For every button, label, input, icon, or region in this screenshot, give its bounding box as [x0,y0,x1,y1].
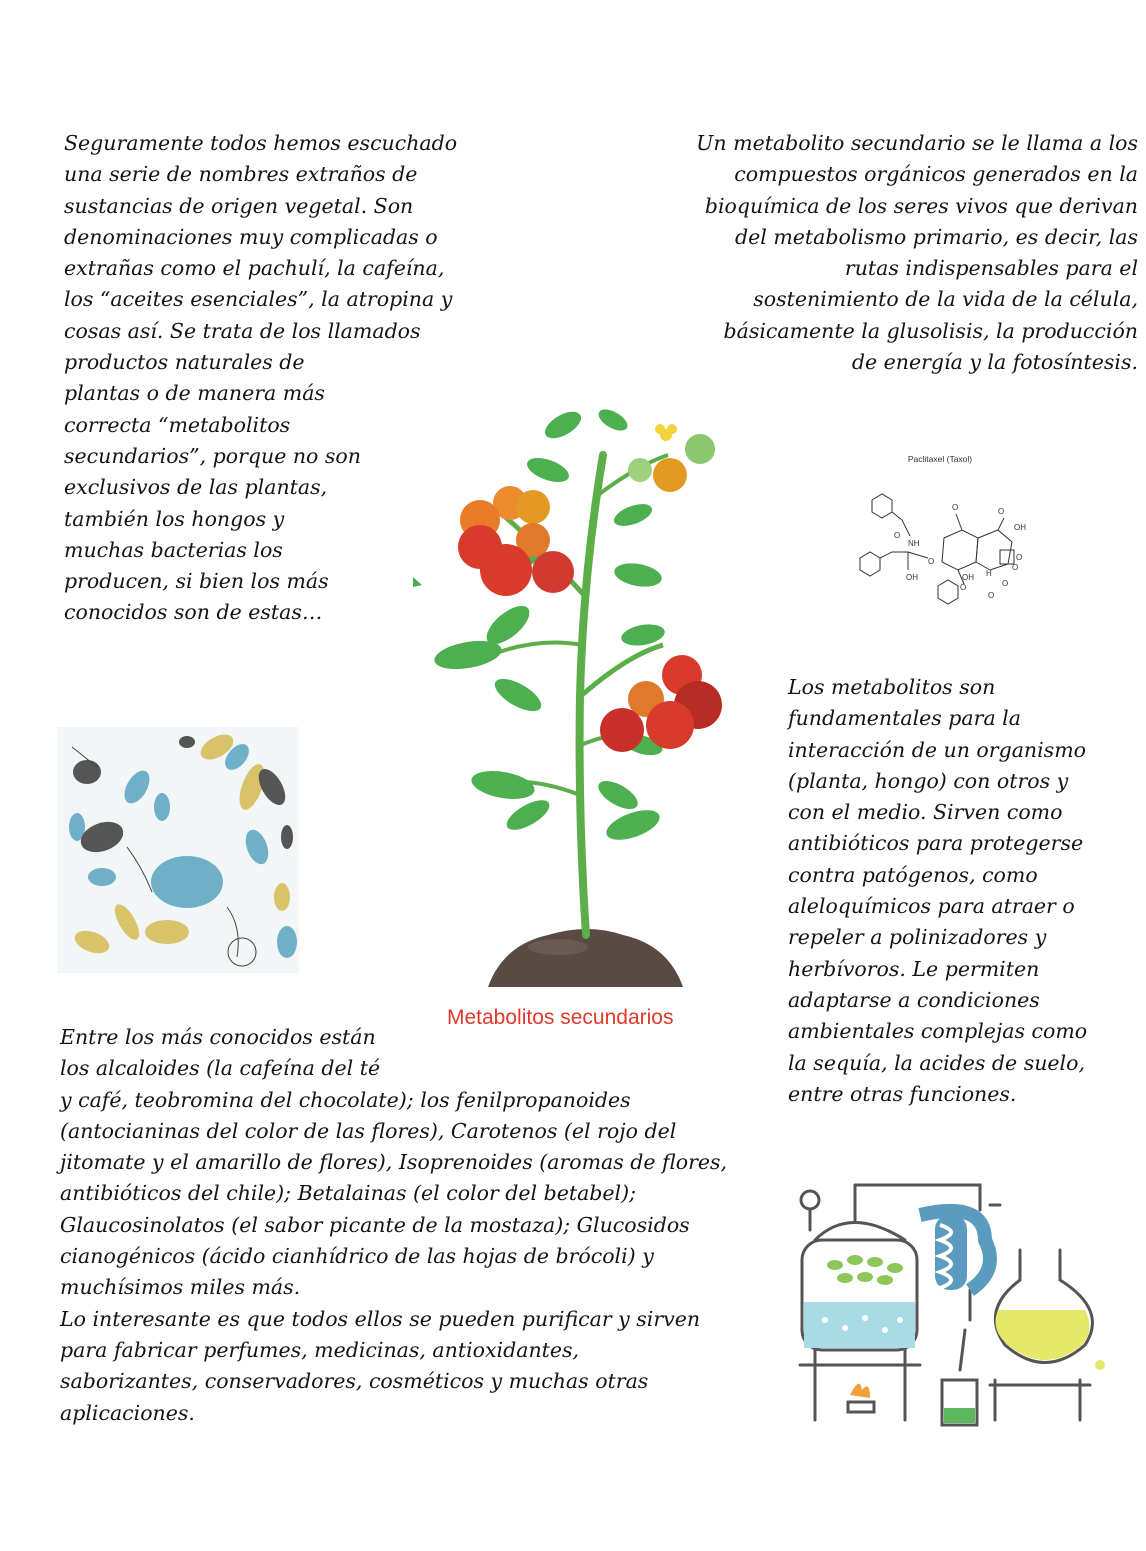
examples-paragraph: Entre los más conocidos están los alcaloides (la cafeína del té y café, teobromina del chocolate); los fenilpropanoides (antocianinas del color de las flores), Carotenos (el rojo del jitomate y el amarillo de flores), Isoprenoides (aromas de flores, antibióticos del chile); Betalainas (el color del betabel); Glaucosinolatos (el sabor picante de la mostaza); Glucosidos cianogénicos (ácido cianhídrico de las hojas de brócoli) y muchísimos miles más. Lo interesante es que todos ellos se pueden purificar y sirven para fabricar perfumes, medicinas, antioxidantes, saborizantes, conservadores, cosméticos y muchas otras aplicaciones. [60,1025,728,1425]
functions-paragraph: Los metabolitos son fundamentales para la interacción de un organismo (planta, hongo) con otros y con el medio. Sirven como antibióticos para protegerse contra patógenos, como aleloquímicos para atraer o repeler a polinizadores y herbívoros. Le permiten adaptarse a condiciones ambientales complejas como la sequía, la acides de suelo, entre otras funciones. [788,675,1088,1106]
intro-paragraph: Seguramente todos hemos escuchado una serie de nombres extraños de sustancias de origen vegetal. Son denominaciones muy complicadas o extrañas como el pachulí, la cafeína, los “aceites esenciales”, la atropina y cosas así. Se trata de los llamados productos naturales de plantas o de manera más correcta “metabolitos secundarios”, porque no son exclusivos de las plantas, también los hongos y muchas bacterias los producen, si bien los más conocidos son de estas… [64,131,458,625]
atom-label: O [1002,579,1009,588]
atom-label: OH [1014,523,1026,532]
atom-label: OH [962,573,974,582]
molecule-title: Paclitaxel (Taxol) [907,454,973,464]
atom-label: NH [908,539,920,548]
distillation-illustration [790,1180,1110,1430]
atom-label: O [1012,563,1019,572]
tomato-plant-illustration [408,395,738,995]
definition-paragraph: Un metabolito secundario se le llama a los compuestos orgánicos generados en la bioquímica de los seres vivos que derivan del metabolismo primario, es decir, las rutas indispensables para el sostenimiento de la vida de la célula, básicamente la glusolisis, la producción de energía y la fotosíntesis. [696,131,1138,375]
atom-label: O [960,583,967,592]
atom-label: O [1016,553,1023,562]
atom-label: O [952,503,959,512]
botanical-pattern-illustration [57,727,299,973]
atom-label: O [894,531,901,540]
atom-label: O [998,507,1005,516]
atom-label: O [988,591,995,600]
paclitaxel-structure [852,480,1032,610]
atom-label: H [986,569,992,578]
atom-label: O [928,557,935,566]
atom-label: OH [906,573,918,582]
figure-caption: Metabolitos secundarios [447,1006,674,1029]
